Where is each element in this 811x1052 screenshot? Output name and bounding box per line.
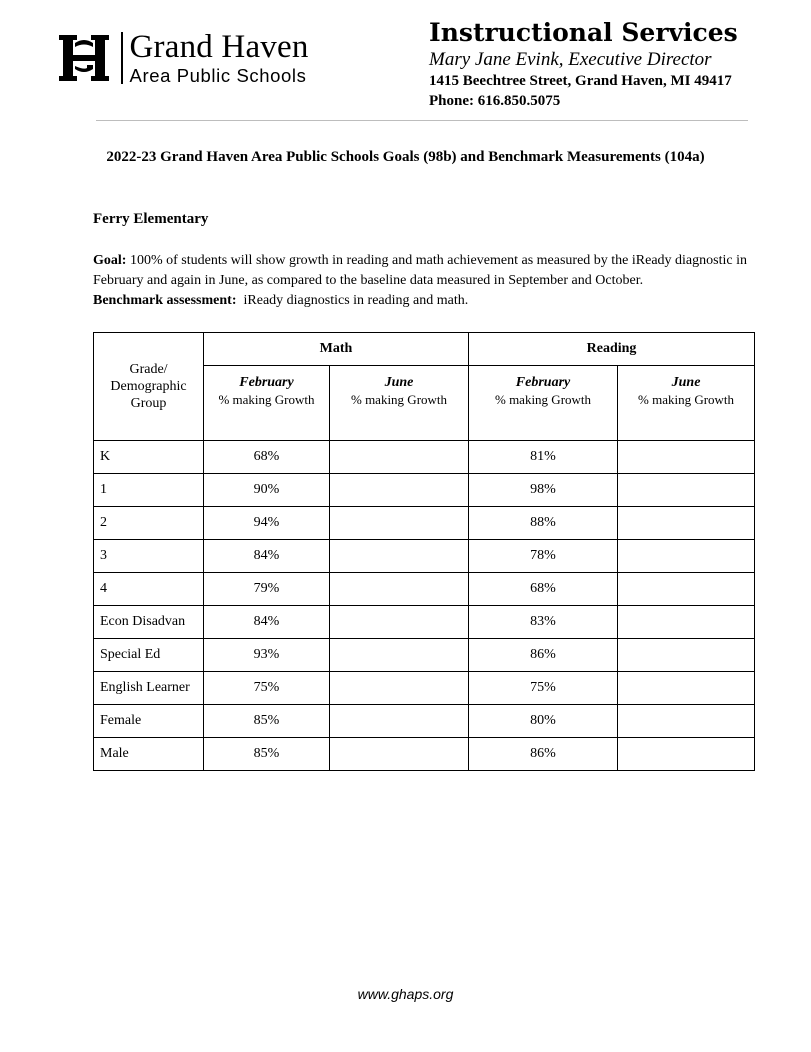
reading-february-value: 83% — [469, 606, 618, 639]
math-february-header: February % making Growth — [204, 366, 330, 441]
table-row — [94, 639, 755, 672]
table-row — [94, 738, 755, 771]
school-name: Ferry Elementary — [93, 211, 209, 227]
website-footer: www.ghaps.org — [357, 986, 454, 1002]
header-divider — [96, 120, 748, 121]
row-label: English Learner — [94, 672, 204, 705]
reading-february-value: 75% — [469, 672, 618, 705]
reading-february-value: 78% — [469, 540, 618, 573]
math-june-value — [330, 606, 469, 639]
math-february-value: 84% — [204, 606, 330, 639]
math-june-value — [330, 441, 469, 474]
director-name: Mary Jane Evink, Executive Director — [429, 49, 712, 70]
row-label: Female — [94, 705, 204, 738]
math-february-value: 93% — [204, 639, 330, 672]
logo-text — [129, 28, 309, 86]
row-label: Econ Disadvan — [94, 606, 204, 639]
reading-june-value — [618, 441, 755, 474]
goal-label: Goal: — [93, 253, 127, 268]
reading-february-value: 80% — [469, 705, 618, 738]
reading-june-value — [618, 738, 755, 771]
math-february-value: 90% — [204, 474, 330, 507]
math-june-value — [330, 672, 469, 705]
growth-table — [93, 332, 755, 771]
math-june-value — [330, 540, 469, 573]
reading-june-value — [618, 705, 755, 738]
table-row — [94, 672, 755, 705]
math-february-value: 68% — [204, 441, 330, 474]
benchmark-label: Benchmark assessment: — [93, 293, 237, 308]
math-february-value: 85% — [204, 705, 330, 738]
goal-paragraph — [93, 251, 758, 311]
math-june-header: June % making Growth — [330, 366, 469, 441]
math-february-value: 84% — [204, 540, 330, 573]
table-row — [94, 606, 755, 639]
department-title: Instructional Services — [429, 18, 738, 47]
phone: Phone: 616.850.5075 — [429, 93, 561, 109]
row-label: K — [94, 441, 204, 474]
reading-june-value — [618, 639, 755, 672]
math-june-value — [330, 639, 469, 672]
math-february-value: 79% — [204, 573, 330, 606]
district-logo — [56, 30, 309, 86]
reading-february-header: February % making Growth — [469, 366, 618, 441]
table-row — [94, 441, 755, 474]
goal-text: 100% of students will show growth in reading and math achievement as measured by the iReady diagnostic in February and again in June, as compared to the baseline data measured in September and October. — [93, 253, 747, 288]
document-title: 2022-23 Grand Haven Area Public Schools Goals (98b) and Benchmark Measurements (104a) — [106, 149, 705, 165]
table-row — [94, 507, 755, 540]
row-label: 1 — [94, 474, 204, 507]
table-row — [94, 540, 755, 573]
benchmark-text: iReady diagnostics in reading and math. — [243, 293, 469, 308]
reading-february-value: 98% — [469, 474, 618, 507]
reading-june-value — [618, 507, 755, 540]
reading-february-value: 81% — [469, 441, 618, 474]
row-label: 3 — [94, 540, 204, 573]
math-february-value: 85% — [204, 738, 330, 771]
math-june-value — [330, 507, 469, 540]
math-june-value — [330, 705, 469, 738]
reading-february-value: 86% — [469, 738, 618, 771]
reading-june-value — [618, 606, 755, 639]
address: 1415 Beechtree Street, Grand Haven, MI 49417 — [429, 73, 732, 89]
math-june-value — [330, 573, 469, 606]
logo-name: Grand Haven — [129, 28, 309, 65]
grade-group-header: Grade/ Demographic Group — [94, 333, 204, 441]
reading-february-value: 88% — [469, 507, 618, 540]
row-label: 4 — [94, 573, 204, 606]
reading-june-value — [618, 573, 755, 606]
reading-june-value — [618, 474, 755, 507]
math-february-value: 75% — [204, 672, 330, 705]
reading-header: Reading — [469, 333, 755, 366]
math-header: Math — [204, 333, 469, 366]
row-label: Special Ed — [94, 639, 204, 672]
reading-june-value — [618, 540, 755, 573]
reading-february-value: 68% — [469, 573, 618, 606]
row-label: Male — [94, 738, 204, 771]
logo-divider — [121, 32, 123, 84]
reading-june-header: June % making Growth — [618, 366, 755, 441]
math-june-value — [330, 474, 469, 507]
math-february-value: 94% — [204, 507, 330, 540]
table-row — [94, 705, 755, 738]
gh-monogram-icon — [56, 31, 112, 85]
table-row — [94, 474, 755, 507]
reading-june-value — [618, 672, 755, 705]
math-june-value — [330, 738, 469, 771]
reading-february-value: 86% — [469, 639, 618, 672]
row-label: 2 — [94, 507, 204, 540]
logo-subtitle: Area Public Schools — [129, 64, 307, 86]
table-row — [94, 573, 755, 606]
letterhead — [429, 18, 738, 111]
